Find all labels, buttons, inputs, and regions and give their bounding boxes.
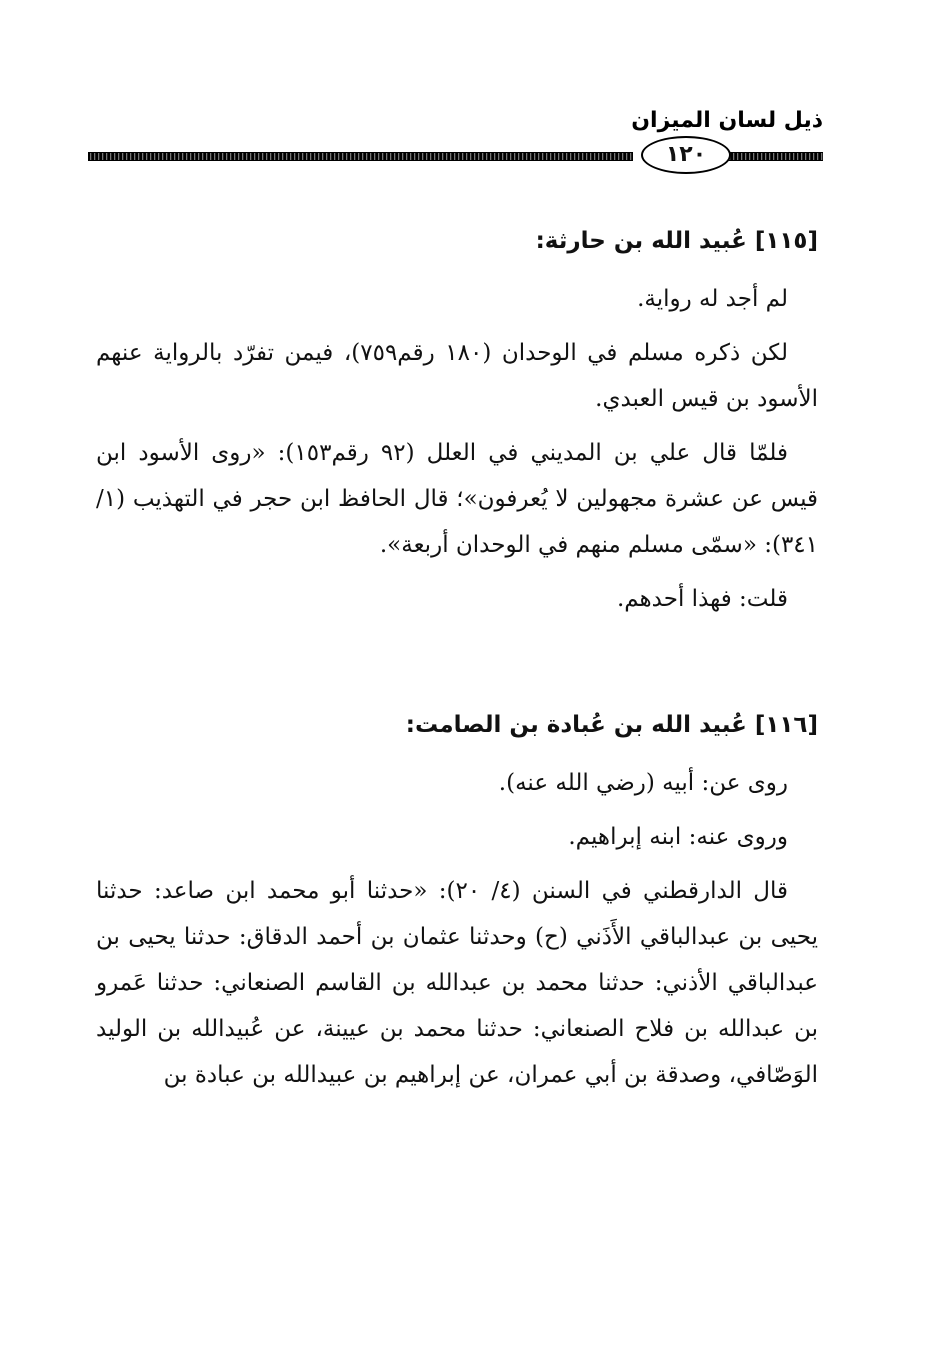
page-number: ١٢٠	[641, 136, 731, 174]
page-header	[88, 100, 823, 180]
entry-paragraph: وروى عنه: ابنه إبراهيم.	[568, 824, 788, 850]
page-body	[96, 218, 818, 1106]
book-title: ذيل لسان الميزان	[631, 108, 823, 133]
entry-paragraph: فلمّا قال علي بن المديني في العلل (٩٢ رقم١٥٣): «روى الأسود ابن قيس عن عشرة مجهولين لا يُعرفون»؛ قال الحافظ ابن حجر في التهذيب (١/ ٣٤١): «سمّى مسلم منهم في الوحدان أربعة».	[96, 440, 818, 558]
entry-116	[96, 702, 818, 1098]
entry-paragraph: قال الدارقطني في السنن (٤/ ٢٠): «حدثنا أبو محمد ابن صاعد: حدثنا يحيى بن عبدالباقي الأَذَني (ح) وحدثنا عثمان بن أحمد الدقاق: حدثنا يحيى بن عبدالباقي الأذني: حدثنا محمد بن عبدالله بن القاسم الصنعاني: حدثنا عَمرو بن عبدالله بن فلاح الصنعاني: حدثنا محمد بن عيينة، عن عُبيدالله بن الوليد الوَصّافي، وصدقة بن أبي عمران، عن إبراهيم بن عبيدالله بن عبادة بن	[96, 878, 818, 1088]
entry-paragraph: لكن ذكره مسلم في الوحدان (١٨٠ رقم٧٥٩)، فيمن تفرّد بالرواية عنهم الأسود بن قيس العبدي.	[96, 340, 818, 412]
entry-separator	[96, 630, 818, 702]
entry-paragraph: قلت: فهذا أحدهم.	[616, 586, 788, 612]
entry-paragraph: روى عن: أبيه (رضي الله عنه).	[498, 770, 788, 796]
entry-heading: [١١٥] عُبيد الله بن حارثة:	[535, 228, 818, 254]
entry-115	[96, 218, 818, 622]
header-rule-left	[88, 152, 633, 161]
entry-paragraph: لم أجد له رواية.	[637, 286, 788, 312]
entry-heading: [١١٦] عُبيد الله بن عُبادة بن الصامت:	[405, 712, 818, 738]
